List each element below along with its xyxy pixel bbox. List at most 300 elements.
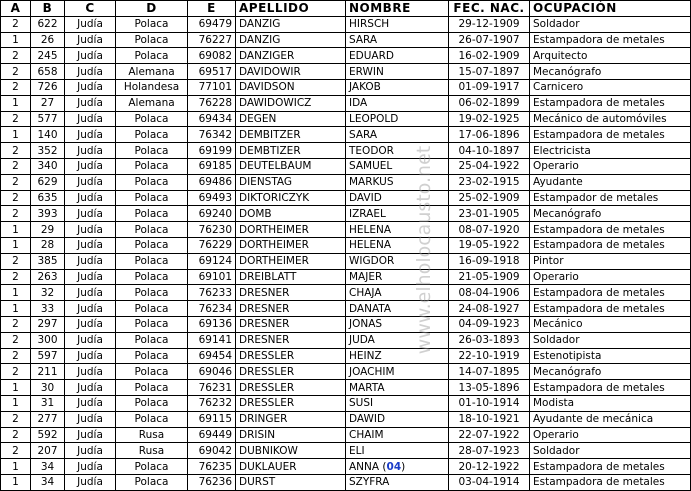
cell-fec-nac: 20-12-1922 <box>449 459 530 475</box>
cell-b: 658 <box>31 64 65 80</box>
cell-a: 2 <box>1 143 31 159</box>
cell-fec-nac: 04-10-1897 <box>449 143 530 159</box>
cell-ocupacion: Modista <box>530 395 691 411</box>
cell-e: 76342 <box>188 127 236 143</box>
cell-apellido: DRESNER <box>236 332 346 348</box>
cell-c: Judía <box>65 16 116 32</box>
roster-body <box>1 16 691 490</box>
cell-nombre: LEOPOLD <box>346 111 449 127</box>
cell-e: 69454 <box>188 348 236 364</box>
cell-d: Holandesa <box>116 79 188 95</box>
cell-b: 726 <box>31 79 65 95</box>
cell-b: 33 <box>31 301 65 317</box>
table-row <box>1 427 691 443</box>
cell-apellido: DEGEN <box>236 111 346 127</box>
cell-a: 2 <box>1 348 31 364</box>
cell-ocupacion: Estampador de metales <box>530 190 691 206</box>
cell-c: Judía <box>65 237 116 253</box>
cell-b: 277 <box>31 411 65 427</box>
cell-d: Polaca <box>116 48 188 64</box>
cell-a: 2 <box>1 411 31 427</box>
cell-b: 27 <box>31 95 65 111</box>
cell-ocupacion: Mecanógrafo <box>530 64 691 80</box>
cell-b: 340 <box>31 158 65 174</box>
cell-b: 592 <box>31 427 65 443</box>
cell-d: Polaca <box>116 32 188 48</box>
cell-c: Judía <box>65 174 116 190</box>
cell-e: 76235 <box>188 459 236 475</box>
cell-apellido: DRINGER <box>236 411 346 427</box>
cell-d: Polaca <box>116 474 188 490</box>
cell-b: 211 <box>31 364 65 380</box>
cell-a: 2 <box>1 174 31 190</box>
cell-a: 1 <box>1 237 31 253</box>
cell-nombre: IDA <box>346 95 449 111</box>
table-row <box>1 285 691 301</box>
table-row <box>1 443 691 459</box>
cell-ocupacion: Estampadora de metales <box>530 32 691 48</box>
cell-a: 2 <box>1 253 31 269</box>
cell-d: Polaca <box>116 158 188 174</box>
cell-e: 77101 <box>188 79 236 95</box>
table-row <box>1 253 691 269</box>
cell-fec-nac: 21-05-1909 <box>449 269 530 285</box>
cell-fec-nac: 03-04-1914 <box>449 474 530 490</box>
table-row <box>1 269 691 285</box>
cell-c: Judía <box>65 459 116 475</box>
cell-e: 69124 <box>188 253 236 269</box>
cell-b: 352 <box>31 143 65 159</box>
cell-d: Alemana <box>116 95 188 111</box>
cell-nombre: MARTA <box>346 380 449 396</box>
cell-apellido: DORTHEIMER <box>236 237 346 253</box>
table-row <box>1 411 691 427</box>
cell-a: 2 <box>1 16 31 32</box>
cell-fec-nac: 13-05-1896 <box>449 380 530 396</box>
cell-nombre: ERWIN <box>346 64 449 80</box>
cell-d: Polaca <box>116 190 188 206</box>
cell-ocupacion: Mecánico <box>530 316 691 332</box>
cell-nombre: HELENA <box>346 222 449 238</box>
cell-e: 76236 <box>188 474 236 490</box>
cell-fec-nac: 25-02-1909 <box>449 190 530 206</box>
cell-e: 76232 <box>188 395 236 411</box>
cell-fec-nac: 06-02-1899 <box>449 95 530 111</box>
cell-a: 1 <box>1 95 31 111</box>
cell-e: 69199 <box>188 143 236 159</box>
cell-e: 69493 <box>188 190 236 206</box>
table-row <box>1 174 691 190</box>
cell-ocupacion: Arquitecto <box>530 48 691 64</box>
cell-d: Rusa <box>116 443 188 459</box>
cell-c: Judía <box>65 206 116 222</box>
cell-e: 76231 <box>188 380 236 396</box>
cell-nombre: HELENA <box>346 237 449 253</box>
cell-d: Rusa <box>116 427 188 443</box>
cell-ocupacion: Estampadora de metales <box>530 95 691 111</box>
cell-d: Polaca <box>116 316 188 332</box>
cell-d: Polaca <box>116 411 188 427</box>
cell-b: 629 <box>31 174 65 190</box>
cell-c: Judía <box>65 64 116 80</box>
cell-apellido: DIKTORICZYK <box>236 190 346 206</box>
cell-e: 69185 <box>188 158 236 174</box>
cell-e: 69434 <box>188 111 236 127</box>
cell-ocupacion: Soldador <box>530 443 691 459</box>
cell-ocupacion: Operario <box>530 158 691 174</box>
cell-nombre: MARKUS <box>346 174 449 190</box>
cell-ocupacion: Mecanógrafo <box>530 206 691 222</box>
cell-a: 1 <box>1 127 31 143</box>
cell-e: 69042 <box>188 443 236 459</box>
cell-nombre: ANNA (04) <box>346 459 449 475</box>
cell-nombre: SUSI <box>346 395 449 411</box>
table-row <box>1 48 691 64</box>
cell-fec-nac: 16-09-1918 <box>449 253 530 269</box>
cell-apellido: DRISIN <box>236 427 346 443</box>
cell-fec-nac: 01-10-1914 <box>449 395 530 411</box>
cell-e: 69046 <box>188 364 236 380</box>
cell-ocupacion: Mecánico de automóviles <box>530 111 691 127</box>
cell-nombre: CHAIM <box>346 427 449 443</box>
table-row <box>1 190 691 206</box>
table-row <box>1 364 691 380</box>
cell-nombre: DAVID <box>346 190 449 206</box>
cell-ocupacion: Estampadora de metales <box>530 380 691 396</box>
cell-d: Polaca <box>116 395 188 411</box>
cell-ocupacion: Estenotipista <box>530 348 691 364</box>
cell-e: 76230 <box>188 222 236 238</box>
cell-d: Polaca <box>116 253 188 269</box>
cell-fec-nac: 18-10-1921 <box>449 411 530 427</box>
cell-apellido: DORTHEIMER <box>236 253 346 269</box>
cell-a: 2 <box>1 443 31 459</box>
table-row <box>1 143 691 159</box>
cell-fec-nac: 08-04-1906 <box>449 285 530 301</box>
cell-nombre: WIGDOR <box>346 253 449 269</box>
cell-a: 1 <box>1 395 31 411</box>
cell-a: 1 <box>1 474 31 490</box>
cell-ocupacion: Estampadora de metales <box>530 237 691 253</box>
cell-nombre: HEINZ <box>346 348 449 364</box>
cell-nombre: HIRSCH <box>346 16 449 32</box>
cell-c: Judía <box>65 316 116 332</box>
cell-a: 1 <box>1 32 31 48</box>
cell-d: Polaca <box>116 285 188 301</box>
cell-e: 69240 <box>188 206 236 222</box>
table-row <box>1 474 691 490</box>
cell-c: Judía <box>65 301 116 317</box>
cell-b: 28 <box>31 237 65 253</box>
cell-c: Judía <box>65 111 116 127</box>
cell-a: 1 <box>1 459 31 475</box>
header-row <box>1 1 691 17</box>
cell-d: Polaca <box>116 269 188 285</box>
cell-apellido: DURST <box>236 474 346 490</box>
cell-e: 76228 <box>188 95 236 111</box>
cell-c: Judía <box>65 48 116 64</box>
cell-a: 2 <box>1 190 31 206</box>
cell-ocupacion: Ayudante <box>530 174 691 190</box>
cell-apellido: DANZIG <box>236 16 346 32</box>
table-row <box>1 111 691 127</box>
footnote-ref: 04 <box>386 460 402 473</box>
cell-fec-nac: 19-02-1925 <box>449 111 530 127</box>
cell-ocupacion: Carnicero <box>530 79 691 95</box>
cell-a: 1 <box>1 222 31 238</box>
cell-d: Polaca <box>116 332 188 348</box>
cell-apellido: DOMB <box>236 206 346 222</box>
cell-apellido: DAWIDOWICZ <box>236 95 346 111</box>
cell-apellido: DEUTELBAUM <box>236 158 346 174</box>
cell-c: Judía <box>65 332 116 348</box>
cell-fec-nac: 28-07-1923 <box>449 443 530 459</box>
cell-nombre: DANATA <box>346 301 449 317</box>
cell-c: Judía <box>65 380 116 396</box>
header-b: B <box>31 1 65 17</box>
cell-a: 2 <box>1 269 31 285</box>
table-row <box>1 16 691 32</box>
cell-nombre: JOACHIM <box>346 364 449 380</box>
cell-a: 1 <box>1 301 31 317</box>
cell-a: 2 <box>1 48 31 64</box>
cell-c: Judía <box>65 395 116 411</box>
cell-c: Judía <box>65 32 116 48</box>
cell-nombre: IZRAEL <box>346 206 449 222</box>
table-row <box>1 237 691 253</box>
cell-d: Polaca <box>116 348 188 364</box>
header-nombre: NOMBRE <box>346 1 449 17</box>
nombre-text: ANNA <box>349 460 380 473</box>
cell-e: 69115 <box>188 411 236 427</box>
table-row <box>1 158 691 174</box>
cell-ocupacion: Estampadora de metales <box>530 285 691 301</box>
cell-e: 76233 <box>188 285 236 301</box>
header-c: C <box>65 1 116 17</box>
cell-apellido: DRESSLER <box>236 380 346 396</box>
cell-c: Judía <box>65 443 116 459</box>
cell-b: 140 <box>31 127 65 143</box>
table-row <box>1 316 691 332</box>
cell-b: 622 <box>31 16 65 32</box>
cell-a: 2 <box>1 206 31 222</box>
table-row <box>1 64 691 80</box>
cell-apellido: DRESNER <box>236 301 346 317</box>
table-row <box>1 32 691 48</box>
cell-apellido: DAVIDSON <box>236 79 346 95</box>
cell-c: Judía <box>65 190 116 206</box>
cell-apellido: DAVIDOWIR <box>236 64 346 80</box>
cell-b: 32 <box>31 285 65 301</box>
cell-d: Polaca <box>116 16 188 32</box>
cell-fec-nac: 23-02-1915 <box>449 174 530 190</box>
cell-b: 597 <box>31 348 65 364</box>
cell-nombre: SARA <box>346 127 449 143</box>
cell-fec-nac: 26-07-1907 <box>449 32 530 48</box>
cell-apellido: DIENSTAG <box>236 174 346 190</box>
cell-fec-nac: 01-09-1917 <box>449 79 530 95</box>
cell-apellido: DORTHEIMER <box>236 222 346 238</box>
cell-fec-nac: 22-07-1922 <box>449 427 530 443</box>
header-fec-nac: FEC. NAC. <box>449 1 530 17</box>
cell-apellido: DANZIGER <box>236 48 346 64</box>
cell-b: 26 <box>31 32 65 48</box>
header-e: E <box>188 1 236 17</box>
cell-fec-nac: 16-02-1909 <box>449 48 530 64</box>
cell-a: 2 <box>1 316 31 332</box>
cell-c: Judía <box>65 158 116 174</box>
cell-fec-nac: 24-08-1927 <box>449 301 530 317</box>
cell-a: 2 <box>1 111 31 127</box>
cell-e: 69101 <box>188 269 236 285</box>
table-row <box>1 332 691 348</box>
cell-b: 34 <box>31 474 65 490</box>
cell-nombre: SARA <box>346 32 449 48</box>
cell-nombre: DAWID <box>346 411 449 427</box>
cell-d: Polaca <box>116 222 188 238</box>
cell-e: 76234 <box>188 301 236 317</box>
table-row <box>1 127 691 143</box>
cell-c: Judía <box>65 143 116 159</box>
table-row <box>1 459 691 475</box>
cell-apellido: DREIBLATT <box>236 269 346 285</box>
cell-nombre: EDUARD <box>346 48 449 64</box>
cell-apellido: DRESNER <box>236 285 346 301</box>
cell-b: 34 <box>31 459 65 475</box>
cell-e: 69479 <box>188 16 236 32</box>
cell-e: 76227 <box>188 32 236 48</box>
cell-fec-nac: 04-09-1923 <box>449 316 530 332</box>
header-d: D <box>116 1 188 17</box>
cell-b: 29 <box>31 222 65 238</box>
cell-d: Polaca <box>116 301 188 317</box>
table-row <box>1 222 691 238</box>
header-apellido: APELLIDO <box>236 1 346 17</box>
cell-fec-nac: 17-06-1896 <box>449 127 530 143</box>
cell-ocupacion: Soldador <box>530 332 691 348</box>
table-row <box>1 348 691 364</box>
cell-b: 393 <box>31 206 65 222</box>
cell-b: 245 <box>31 48 65 64</box>
cell-d: Polaca <box>116 174 188 190</box>
watermark-text: www.elholocausto.net <box>413 145 435 355</box>
cell-fec-nac: 15-07-1897 <box>449 64 530 80</box>
cell-apellido: DUKLAUER <box>236 459 346 475</box>
cell-d: Polaca <box>116 206 188 222</box>
cell-nombre: JAKOB <box>346 79 449 95</box>
cell-apellido: DRESSLER <box>236 364 346 380</box>
cell-e: 69082 <box>188 48 236 64</box>
cell-nombre: TEODOR <box>346 143 449 159</box>
cell-apellido: DRESSLER <box>236 395 346 411</box>
cell-d: Polaca <box>116 127 188 143</box>
cell-apellido: DEMBITZER <box>236 127 346 143</box>
cell-b: 263 <box>31 269 65 285</box>
cell-d: Alemana <box>116 64 188 80</box>
cell-e: 69141 <box>188 332 236 348</box>
cell-e: 76229 <box>188 237 236 253</box>
cell-ocupacion: Estampadora de metales <box>530 222 691 238</box>
cell-a: 2 <box>1 364 31 380</box>
cell-d: Polaca <box>116 364 188 380</box>
cell-fec-nac: 19-05-1922 <box>449 237 530 253</box>
cell-b: 577 <box>31 111 65 127</box>
cell-ocupacion: Ayudante de mecánica <box>530 411 691 427</box>
cell-b: 635 <box>31 190 65 206</box>
cell-apellido: DRESNER <box>236 316 346 332</box>
cell-nombre: JUDA <box>346 332 449 348</box>
cell-d: Polaca <box>116 111 188 127</box>
cell-a: 2 <box>1 158 31 174</box>
cell-fec-nac: 29-12-1909 <box>449 16 530 32</box>
cell-ocupacion: Operario <box>530 427 691 443</box>
cell-c: Judía <box>65 427 116 443</box>
cell-ocupacion: Estampadora de metales <box>530 301 691 317</box>
table-row <box>1 206 691 222</box>
cell-c: Judía <box>65 411 116 427</box>
cell-fec-nac: 08-07-1920 <box>449 222 530 238</box>
cell-c: Judía <box>65 364 116 380</box>
cell-fec-nac: 26-03-1893 <box>449 332 530 348</box>
cell-fec-nac: 25-04-1922 <box>449 158 530 174</box>
cell-nombre: ELI <box>346 443 449 459</box>
cell-nombre: SAMUEL <box>346 158 449 174</box>
cell-nombre: MAJER <box>346 269 449 285</box>
cell-b: 31 <box>31 395 65 411</box>
header-ocupacion: OCUPACIÓN <box>530 1 691 17</box>
cell-fec-nac: 23-01-1905 <box>449 206 530 222</box>
cell-c: Judía <box>65 285 116 301</box>
cell-ocupacion: Estampadora de metales <box>530 459 691 475</box>
cell-fec-nac: 22-10-1919 <box>449 348 530 364</box>
cell-ocupacion: Electricista <box>530 143 691 159</box>
cell-a: 2 <box>1 79 31 95</box>
cell-apellido: DRESSLER <box>236 348 346 364</box>
cell-b: 30 <box>31 380 65 396</box>
cell-d: Polaca <box>116 143 188 159</box>
cell-c: Judía <box>65 222 116 238</box>
cell-c: Judía <box>65 348 116 364</box>
cell-a: 2 <box>1 64 31 80</box>
cell-nombre: SZYFRA <box>346 474 449 490</box>
cell-b: 207 <box>31 443 65 459</box>
cell-e: 69486 <box>188 174 236 190</box>
cell-apellido: DEMBTIZER <box>236 143 346 159</box>
table-row <box>1 395 691 411</box>
cell-a: 1 <box>1 380 31 396</box>
table-row <box>1 95 691 111</box>
cell-b: 297 <box>31 316 65 332</box>
cell-fec-nac: 14-07-1895 <box>449 364 530 380</box>
cell-nombre: CHAJA <box>346 285 449 301</box>
cell-b: 300 <box>31 332 65 348</box>
cell-d: Polaca <box>116 380 188 396</box>
cell-c: Judía <box>65 253 116 269</box>
cell-c: Judía <box>65 79 116 95</box>
cell-ocupacion: Soldador <box>530 16 691 32</box>
cell-apellido: DUBNIKOW <box>236 443 346 459</box>
cell-c: Judía <box>65 127 116 143</box>
cell-ocupacion: Operario <box>530 269 691 285</box>
header-a: A <box>1 1 31 17</box>
table-row <box>1 79 691 95</box>
cell-e: 69517 <box>188 64 236 80</box>
cell-a: 2 <box>1 427 31 443</box>
cell-d: Polaca <box>116 459 188 475</box>
cell-c: Judía <box>65 95 116 111</box>
cell-e: 69136 <box>188 316 236 332</box>
cell-a: 2 <box>1 332 31 348</box>
